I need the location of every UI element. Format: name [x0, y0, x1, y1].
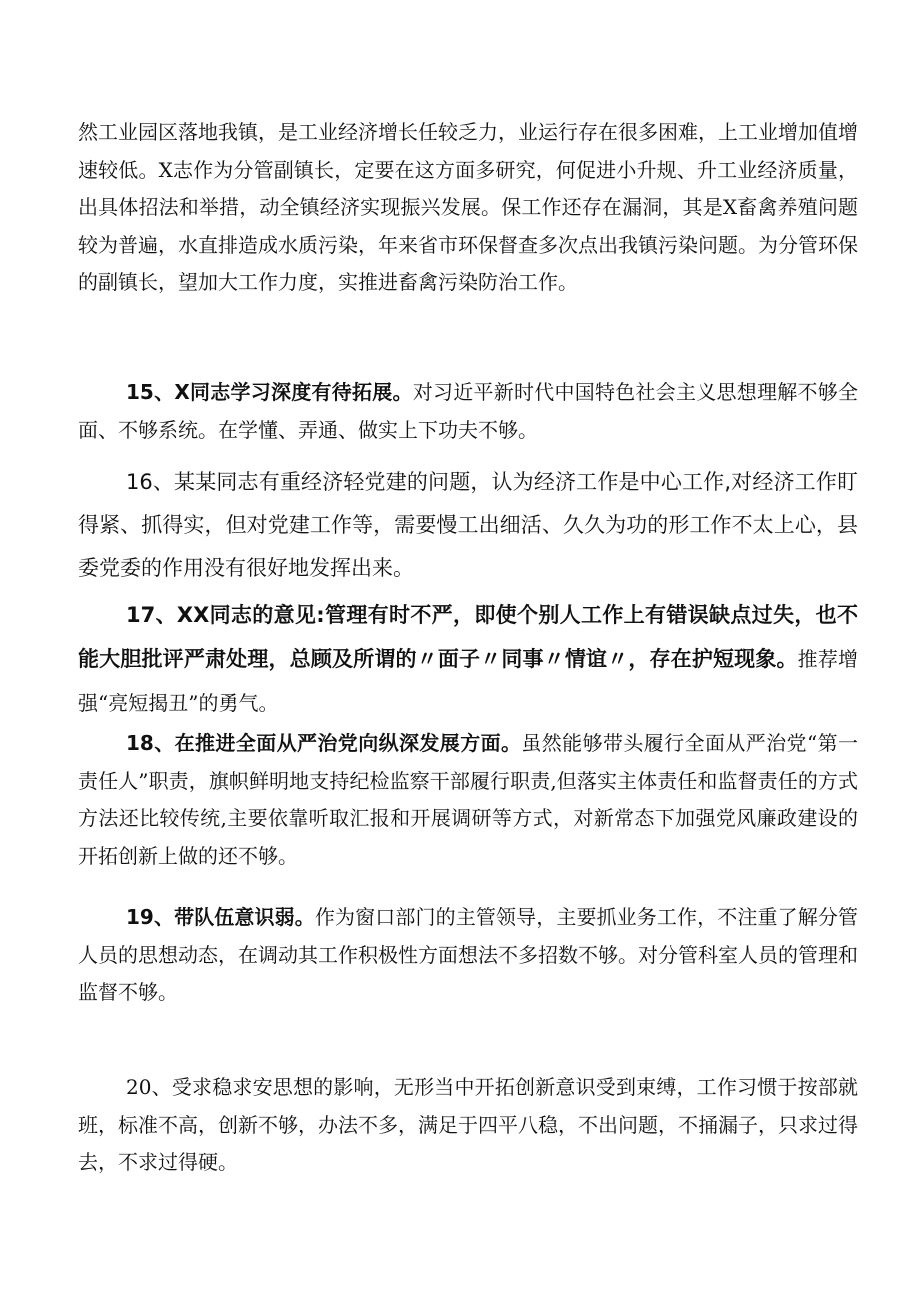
paragraph-continuation: [78, 114, 858, 302]
paragraph-item-16: [78, 461, 858, 590]
paragraph-item-15: [78, 374, 858, 449]
paragraph-text: 作为窗口部门的主管领导，主要抓业务工作，不注重了解分管人员的思想动态，在调动其工作积极性方面想法不多招数不够。对分管科室人员的管理和监督不够。: [78, 905, 858, 1004]
paragraph-text: 对习近平新时代中国特色社会主义思想理解不够全面、不够系统。在学懂、弄通、做实上下功夫不够。: [78, 380, 858, 442]
item-heading: 15、X同志学习深度有待拓展。: [126, 380, 413, 404]
paragraph-text: 虽然能够带头履行全面从严治党“第一责任人”职责，旗帜鲜明地支持纪检监察干部履行职责,但落实主体责任和监督责任的方式方法还比较传统,主要依靠听取汇报和开展调研等方式，对新常态下加强党风廉政建设的开拓创新上做的还不够。: [78, 731, 858, 868]
item-heading: 19、带队伍意识弱。: [126, 905, 315, 929]
paragraph-text: 20、受求稳求安思想的影响，无形当中开拓创新意识受到束缚，工作习惯于按部就班，标准不高，创新不够，办法不多，满足于四平八稳，不出问题，不捅漏子，只求过得去，不求过得硬。: [78, 1075, 858, 1174]
paragraph-item-20: [78, 1069, 858, 1182]
item-heading: 17、XX同志的意见:管理有时不严，即使个别人工作上有错误缺点过失，也不能大胆批评严肃处理，总顾及所谓的〃面子〃同事〃情谊〃，存在护短现象。: [78, 603, 858, 671]
paragraph-text: 16、某某同志有重经济轻党建的问题，认为经济工作是中心工作,对经济工作盯得紧、抓得实，但对党建工作等，需要慢工出细活、久久为功的形工作不太上心，县委党委的作用没有很好地发挥出来。: [78, 470, 858, 580]
paragraph-text: 然工业园区落地我镇，是工业经济增长任较乏力，业运行存在很多困难，上工业增加值增速较低。X志作为分管副镇长，定要在这方面多研究，何促进小升规、升工业经济质量，出具体招法和举措，动全镇经济实现振兴发展。保工作还存在漏洞，其是X畜禽养殖问题较为普遍，水直排造成水质污染，年来省市环保督查多次点出我镇污染问题。为分管环保的副镇长，望加大工作力度，实推进畜禽污染防治工作。: [78, 120, 858, 294]
paragraph-item-18: [78, 725, 858, 875]
item-heading: 18、在推进全面从严治党向纵深发展方面。: [126, 731, 522, 755]
paragraph-text: 推荐增强“亮短揭丑”的勇气。: [78, 647, 859, 715]
paragraph-item-17: [78, 593, 858, 725]
paragraph-item-19: [78, 899, 858, 1012]
